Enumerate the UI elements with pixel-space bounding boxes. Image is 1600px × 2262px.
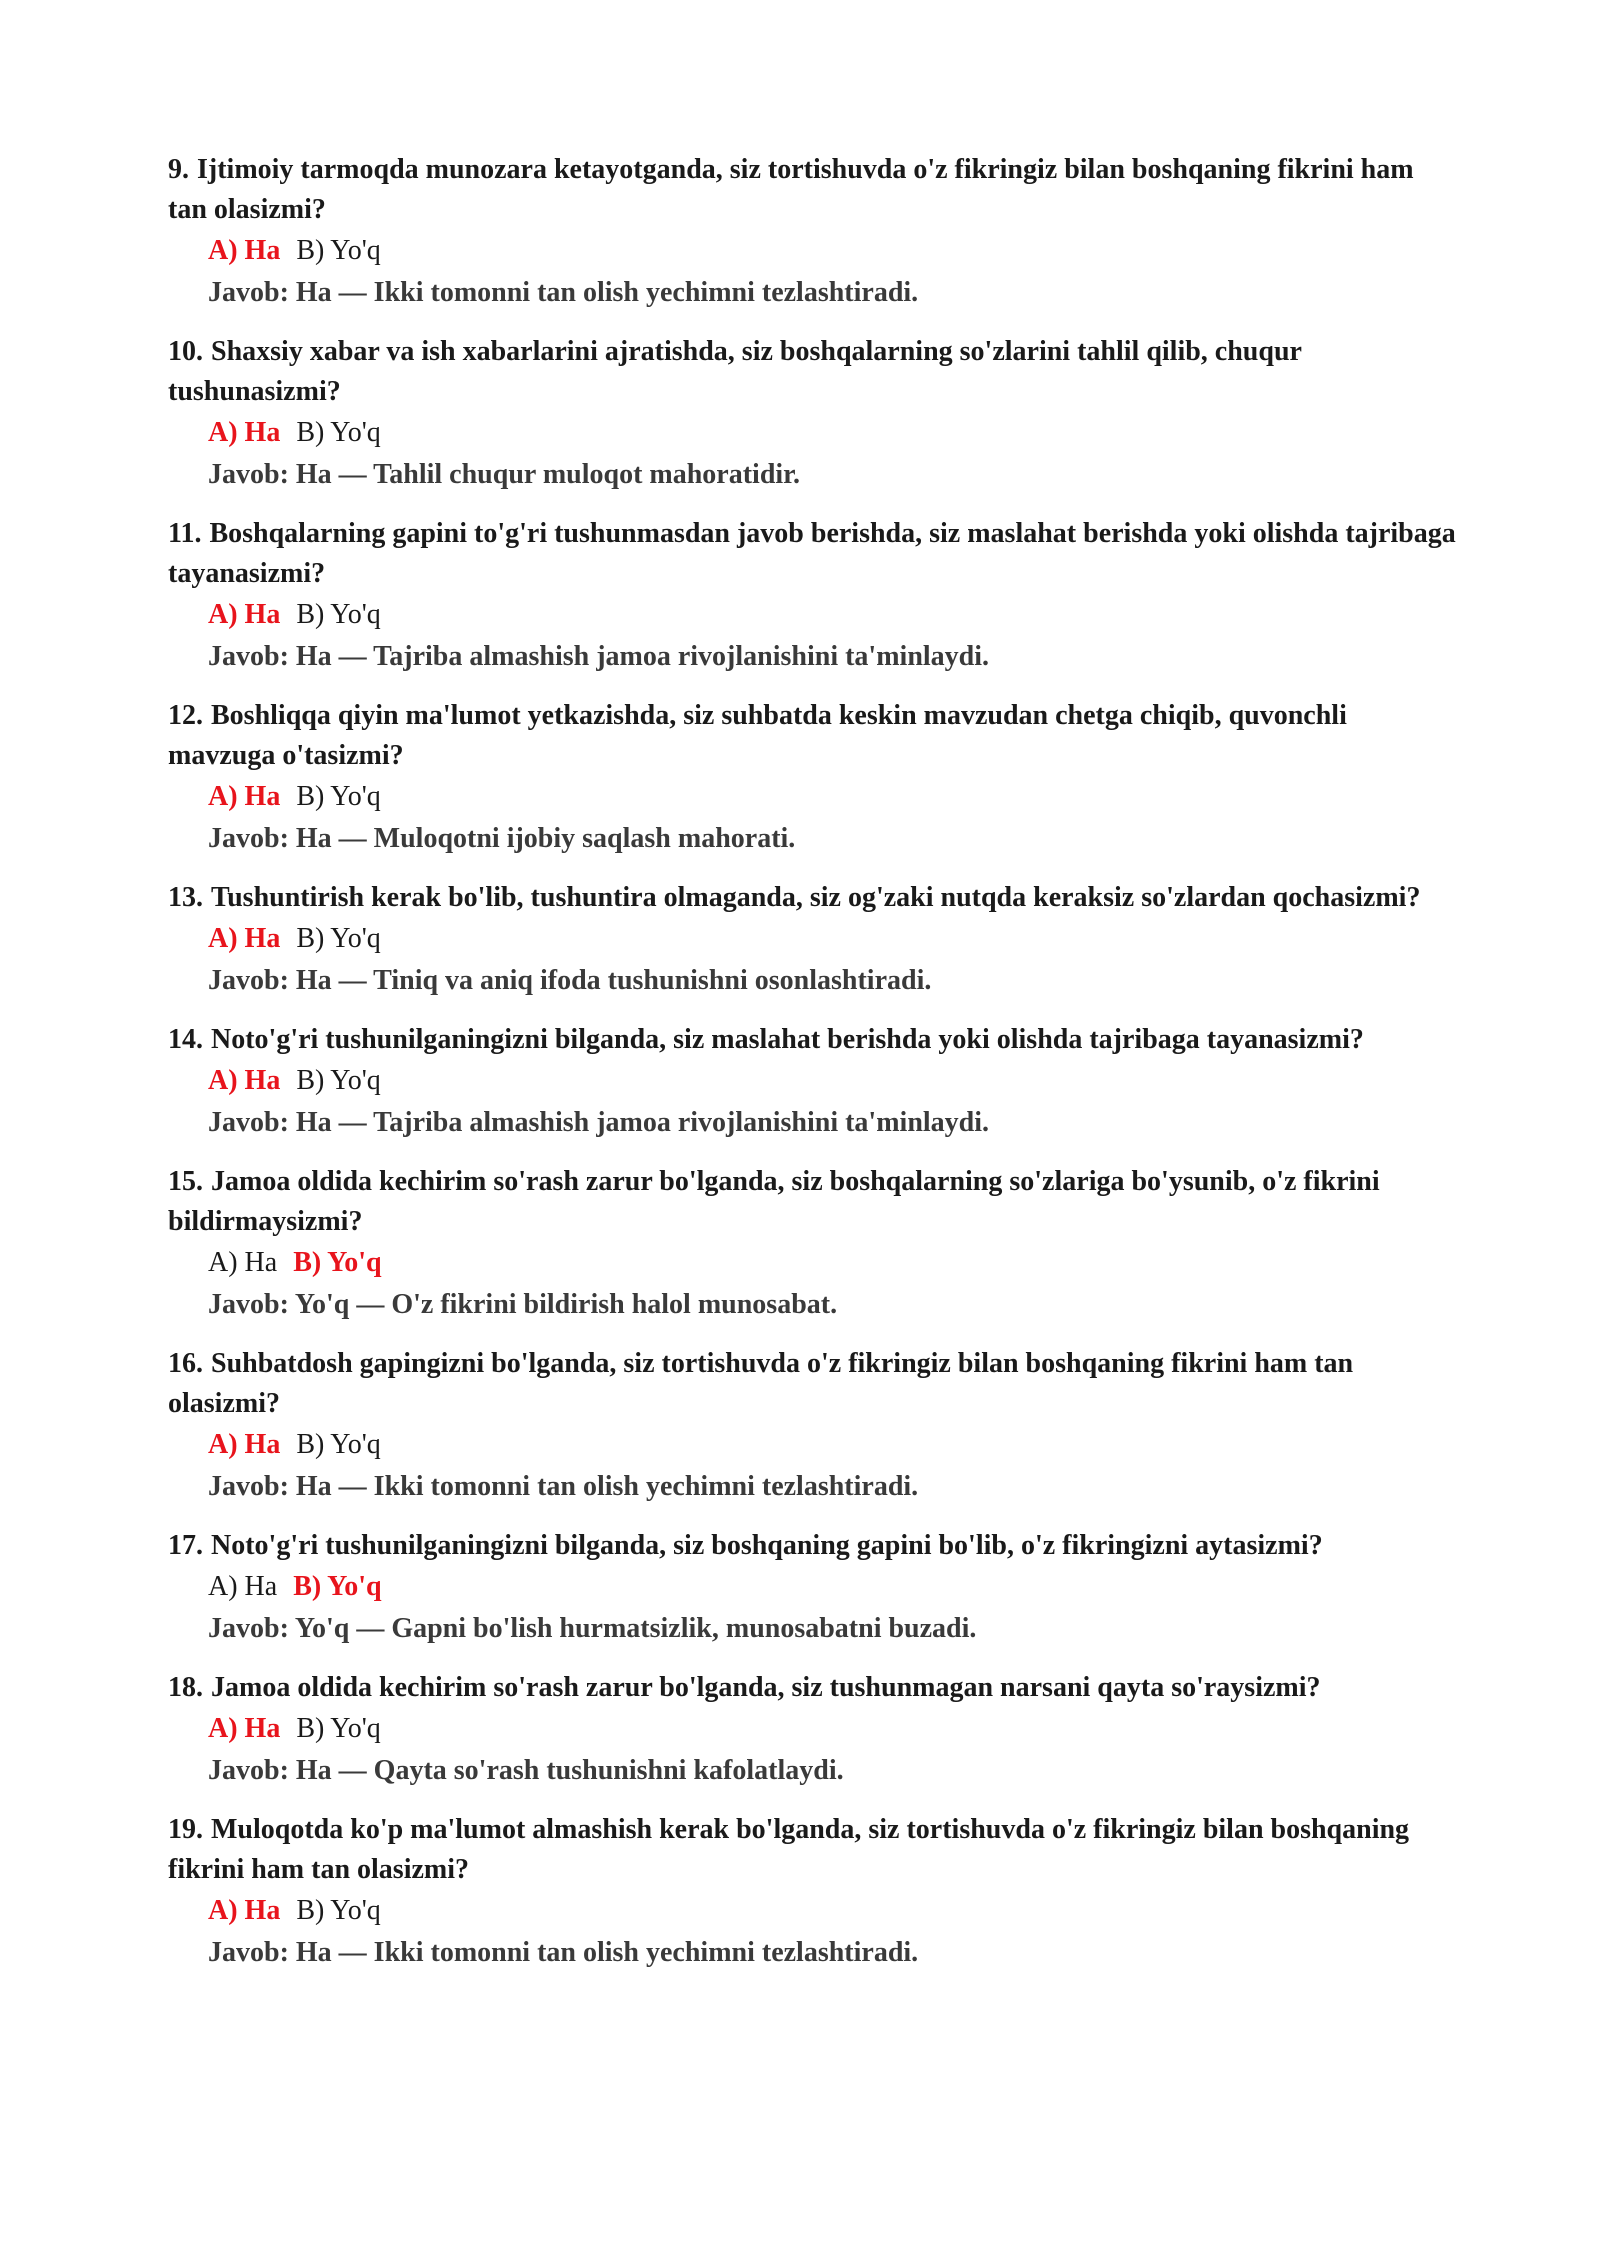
option-a: A) Ha [208, 1065, 281, 1096]
answer-text: Javob: Ha — Ikki tomonni tan olish yechimni tezlashtiradi. [208, 1937, 919, 1968]
question-text: 19. Muloqotda ko'p ma'lumot almashish kerak bo'lganda, siz tortishuvda o'z fikringiz bilan boshqaning fikrini ham tan olasizmi? [168, 1814, 1410, 1885]
question-item [168, 1810, 1458, 1974]
answer-text: Javob: Yo'q — O'z fikrini bildirish halol munosabat. [208, 1289, 838, 1320]
options-row [168, 1060, 1458, 1102]
question-item [168, 878, 1458, 1002]
answer-text: Javob: Ha — Tiniq va aniq ifoda tushunishni osonlashtiradi. [208, 965, 932, 996]
question-number: 13. [168, 882, 203, 913]
option-b: B) Yo'q [296, 599, 381, 630]
option-b: B) Yo'q [293, 1571, 382, 1602]
question-number: 16. [168, 1348, 203, 1379]
question-number: 17. [168, 1530, 203, 1561]
options-row [168, 230, 1458, 272]
question-item [168, 332, 1458, 496]
question-text: 16. Suhbatdosh gapingizni bo'lganda, siz tortishuvda o'z fikringiz bilan boshqaning fikrini ham tan olasizmi? [168, 1348, 1354, 1419]
options-row [168, 412, 1458, 454]
answer-text: Javob: Ha — Tajriba almashish jamoa rivojlanishini ta'minlaydi. [208, 641, 990, 672]
options-row [168, 1242, 1458, 1284]
question-item [168, 1162, 1458, 1326]
options-row [168, 1424, 1458, 1466]
question-text: 14. Noto'g'ri tushunilganingizni bilganda, siz maslahat berishda yoki olishda tajribaga tayanasizmi? [168, 1024, 1364, 1055]
option-a: A) Ha [208, 1429, 281, 1460]
question-item [168, 1668, 1458, 1792]
option-a: A) Ha [208, 235, 281, 266]
option-b: B) Yo'q [296, 1713, 381, 1744]
question-item [168, 514, 1458, 678]
option-a: A) Ha [208, 417, 281, 448]
option-a: A) Ha [208, 923, 281, 954]
answer-text: Javob: Ha — Ikki tomonni tan olish yechimni tezlashtiradi. [208, 1471, 919, 1502]
question-text: 11. Boshqalarning gapini to'g'ri tushunmasdan javob berishda, siz maslahat berishda yoki olishda tajribaga tayanasizmi? [168, 518, 1456, 589]
question-number: 12. [168, 700, 203, 731]
question-number: 9. [168, 154, 189, 185]
option-b: B) Yo'q [296, 1065, 381, 1096]
option-b: B) Yo'q [296, 923, 381, 954]
question-text: 18. Jamoa oldida kechirim so'rash zarur bo'lganda, siz tushunmagan narsani qayta so'raysizmi? [168, 1672, 1321, 1703]
options-row [168, 918, 1458, 960]
question-item [168, 1344, 1458, 1508]
answer-text: Javob: Ha — Tahlil chuqur muloqot mahoratidir. [208, 459, 801, 490]
question-item [168, 1526, 1458, 1650]
answer-text: Javob: Ha — Ikki tomonni tan olish yechimni tezlashtiradi. [208, 277, 919, 308]
option-b: B) Yo'q [296, 235, 381, 266]
option-b: B) Yo'q [296, 781, 381, 812]
option-a: A) Ha [208, 1571, 278, 1602]
question-number: 18. [168, 1672, 203, 1703]
option-b: B) Yo'q [293, 1247, 382, 1278]
question-text: 15. Jamoa oldida kechirim so'rash zarur bo'lganda, siz boshqalarning so'zlariga bo'ysunib, o'z fikrini bildirmaysizmi? [168, 1166, 1380, 1237]
document-page [168, 150, 1458, 1992]
option-a: A) Ha [208, 1713, 281, 1744]
options-row [168, 776, 1458, 818]
options-row [168, 1890, 1458, 1932]
question-number: 11. [168, 518, 202, 549]
question-item [168, 150, 1458, 314]
question-number: 15. [168, 1166, 203, 1197]
option-a: A) Ha [208, 781, 281, 812]
option-b: B) Yo'q [296, 1895, 381, 1926]
options-row [168, 594, 1458, 636]
question-number: 14. [168, 1024, 203, 1055]
question-item [168, 1020, 1458, 1144]
question-text: 9. Ijtimoiy tarmoqda munozara ketayotganda, siz tortishuvda o'z fikringiz bilan boshqaning fikrini ham tan olasizmi? [168, 154, 1414, 225]
option-a: A) Ha [208, 1895, 281, 1926]
question-number: 10. [168, 336, 203, 367]
option-a: A) Ha [208, 599, 281, 630]
question-text: 13. Tushuntirish kerak bo'lib, tushuntira olmaganda, siz og'zaki nutqda keraksiz so'zlardan qochasizmi? [168, 882, 1421, 913]
question-text: 10. Shaxsiy xabar va ish xabarlarini ajratishda, siz boshqalarning so'zlarini tahlil qilib, chuqur tushunasizmi? [168, 336, 1302, 407]
answer-text: Javob: Ha — Tajriba almashish jamoa rivojlanishini ta'minlaydi. [208, 1107, 990, 1138]
question-number: 19. [168, 1814, 203, 1845]
options-row [168, 1708, 1458, 1750]
answer-text: Javob: Ha — Qayta so'rash tushunishni kafolatlaydi. [208, 1755, 844, 1786]
answer-text: Javob: Yo'q — Gapni bo'lish hurmatsizlik, munosabatni buzadi. [208, 1613, 977, 1644]
option-a: A) Ha [208, 1247, 278, 1278]
question-text: 17. Noto'g'ri tushunilganingizni bilganda, siz boshqaning gapini bo'lib, o'z fikringizni aytasizmi? [168, 1530, 1323, 1561]
option-b: B) Yo'q [296, 417, 381, 448]
option-b: B) Yo'q [296, 1429, 381, 1460]
answer-text: Javob: Ha — Muloqotni ijobiy saqlash mahorati. [208, 823, 796, 854]
options-row [168, 1566, 1458, 1608]
question-text: 12. Boshliqqa qiyin ma'lumot yetkazishda, siz suhbatda keskin mavzudan chetga chiqib, quvonchli mavzuga o'tasizmi? [168, 700, 1347, 771]
question-item [168, 696, 1458, 860]
